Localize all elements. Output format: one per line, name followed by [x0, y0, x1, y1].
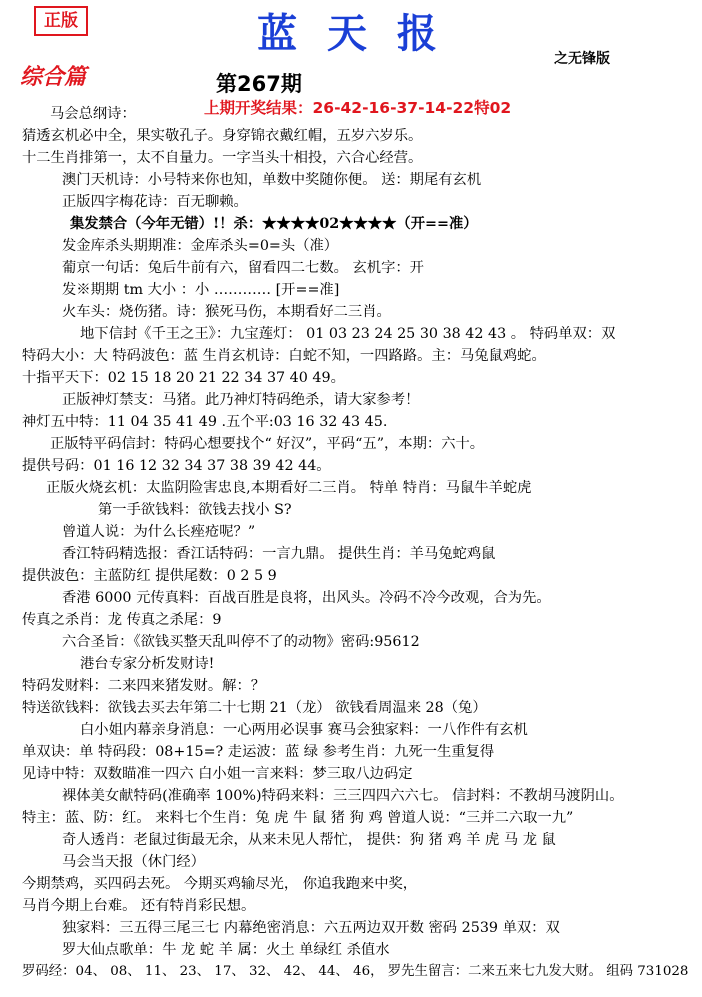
text-line: 罗大仙点歌单：牛 龙 蛇 羊 属：火土 单绿红 杀值水 — [62, 942, 390, 958]
text-line: 见诗中特：双数瞄准一四六 白小姐一言来料：梦三取八边码定 — [22, 766, 413, 782]
text-line: 第一手欲钱料：欲钱去找小 S? — [98, 502, 292, 518]
edition-label: 之无锋版 — [554, 51, 610, 67]
text-line: 提供号码：01 16 12 32 34 37 38 39 42 44。 — [22, 458, 331, 474]
text-line: 奇人透肖：老鼠过街最无余，从来未见人帮忙， 提供：狗 猪 鸡 羊 虎 马 龙 鼠 — [62, 832, 556, 848]
text-line: 特码大小：大 特码波色：蓝 生肖玄机诗：白蛇不知，一四路路。主：马兔鼠鸡蛇。 — [22, 348, 546, 364]
section-label: 综合篇 — [20, 64, 87, 90]
authentic-stamp: 正版 — [34, 6, 88, 36]
text-line: 正版神灯禁支：马猪。此乃神灯特码绝杀，请大家参考！ — [62, 392, 420, 408]
issue-number: 第267期 — [216, 72, 302, 96]
text-line: 神灯五中特：11 04 35 41 49 .五个平:03 16 32 43 45. — [22, 414, 388, 430]
text-line: 澳门天机诗：小号特来你也知，单数中奖随你便。 送：期尾有玄机 — [62, 172, 482, 188]
text-line: 地下信封《千王之王》：九宝莲灯： 01 03 23 24 25 30 38 42 43 。 特码单双：双 — [80, 326, 616, 342]
text-line: 马肖今期上台难。 还有特肖彩民想。 — [22, 898, 256, 914]
text-line: 今期禁鸡，买四码去死。 今期买鸡输尽光， 你追我跑来中奖， — [22, 876, 418, 892]
text-line: 罗码经：04、 08、 11、 23、 17、 32、 42、 44、 46， 罗先生留言：二来五来七九发大财。 组码 731028 — [22, 964, 689, 979]
previous-result: 上期开奖结果：26-42-16-37-14-22特02 — [204, 99, 512, 117]
text-line: 正版四字梅花诗：百无聊赖。 — [62, 194, 248, 210]
text-line: 葡京一句话：兔后牛前有六，留看四二七数。 玄机字：开 — [62, 260, 424, 276]
text-line: 特码发财料：二来四来猪发财。解：？ — [22, 678, 266, 694]
text-line: 裸体美女献特码(准确率 100%)特码来料：三三四四六六七。 信封料：不教胡马渡阴山。 — [62, 788, 624, 804]
text-line: 白小姐内幕亲身消息：一心两用必误事 赛马会独家料：一八作件有玄机 — [80, 722, 528, 738]
text-line: 十二生肖排第一，太不自量力。一字当头十相投，六合心经营。 — [22, 150, 423, 166]
text-line: 发金库杀头期期准：金库杀头=0=头（准） — [62, 238, 339, 254]
text-line: 单双诀：单 特码段：08+15=? 走运波：蓝 绿 参考生肖：九死一生重复得 — [22, 744, 495, 760]
text-line: 特主：蓝、防：红。 来料七个生肖：兔 虎 牛 鼠 猪 狗 鸡 曾道人说：“三并二六取一九” — [22, 810, 574, 826]
text-line: 正版火烧玄机：太监阴险害忠良,本期看好二三肖。 特单 特肖：马鼠牛羊蛇虎 — [46, 480, 532, 496]
text-line: 传真之杀肖：龙 传真之杀尾：9 — [22, 612, 222, 628]
text-line: 香江特码精选报：香江话特码：一言九鼎。 提供生肖：羊马兔蛇鸡鼠 — [62, 546, 496, 562]
text-line: 港台专家分析发财诗! — [80, 656, 215, 672]
newspaper-title: 蓝 天 报 — [257, 10, 445, 57]
text-line: 特送欲钱料：欲钱去买去年第二十七期 21（龙） 欲钱看周温来 28（兔） — [22, 700, 487, 716]
text-line: 发※期期 tm 大小 ：小 ………… [开==准] — [62, 282, 340, 298]
text-line: 六合圣旨：《欲钱买整天乱叫停不了的动物》密码:95612 — [62, 634, 420, 650]
text-line: 猜透玄机必中全，果实敬孔子。身穿锦衣戴红帽，五岁六岁乐。 — [22, 128, 423, 144]
text-line: 提供波色：主蓝防红 提供尾数：0 2 5 9 — [22, 568, 277, 584]
text-line: 曾道人说：为什么长痤疮呢？” — [62, 524, 256, 540]
text-line: 正版特平码信封：特码心想要找个“ 好汉”，平码“五”，本期：六十。 — [50, 436, 485, 452]
text-line: 香港 6000 元传真料：百战百胜是良将，出风头。冷码不冷今改观，合为先。 — [62, 590, 551, 606]
text-line: 火车头：烧伤猪。诗：猴死马伤，本期看好二三肖。 — [62, 304, 391, 320]
text-line: 独家料：三五得三尾三七 内幕绝密消息：六五两边双开数 密码 2539 单双：双 — [62, 920, 560, 936]
text-line: 马会当天报（休门经） — [62, 854, 205, 870]
text-line: 集发禁合（今年无错）!！杀：★★★★02★★★★（开==准） — [70, 216, 478, 232]
text-line: 马会总纲诗： — [50, 106, 136, 122]
text-line: 十指平天下：02 15 18 20 21 22 34 37 40 49。 — [22, 370, 345, 386]
